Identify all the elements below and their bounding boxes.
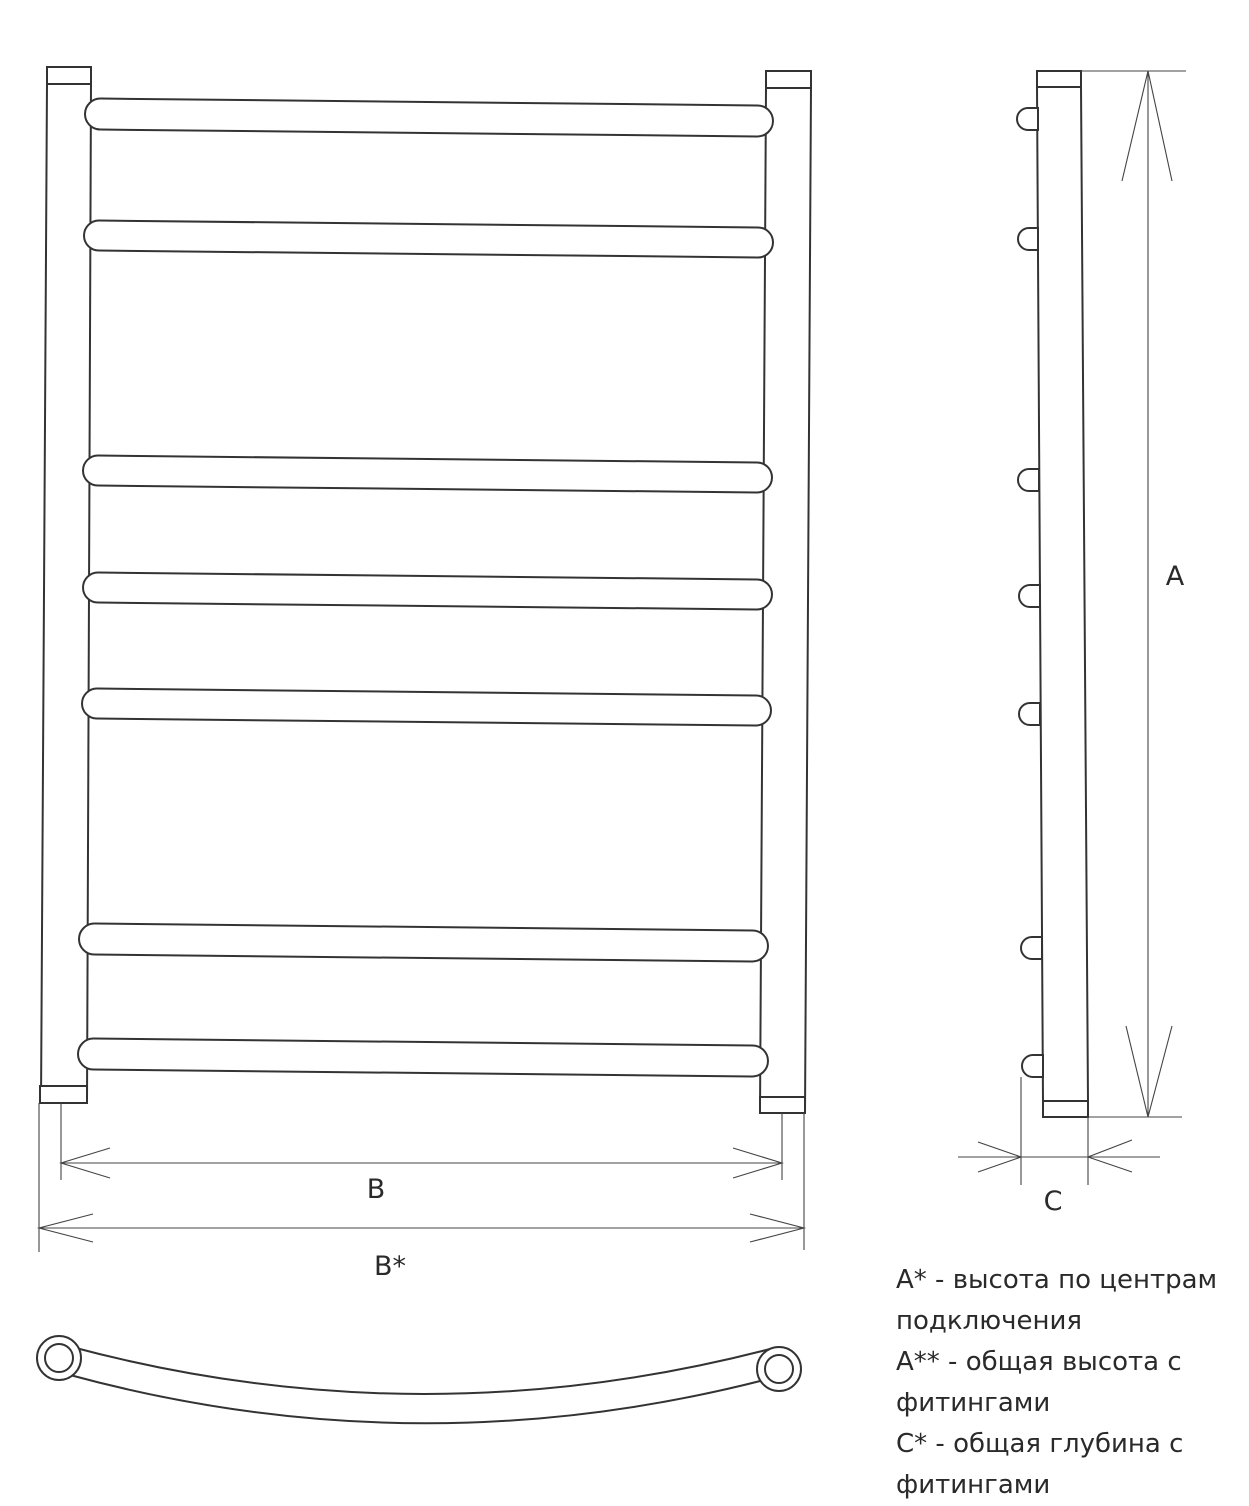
side-post-top-fitting (1037, 71, 1081, 87)
rung-3 (83, 455, 772, 492)
legend (896, 1260, 1241, 1506)
right-post-top-fitting (766, 71, 811, 88)
legend-item-c-star: С* - общая глубина с фитингами (896, 1429, 1184, 1500)
rung-7 (78, 1038, 768, 1076)
side-rung-stub-5 (1019, 703, 1040, 725)
rung-5 (82, 688, 771, 725)
label-a: A (1165, 561, 1185, 592)
rung-6 (79, 923, 768, 961)
top-view (37, 1336, 801, 1423)
rung-4 (83, 572, 772, 609)
side-post-bottom-fitting (1043, 1101, 1088, 1117)
side-rung-stub-6 (1021, 937, 1042, 959)
rung-2 (84, 220, 773, 257)
side-rung-stub-4 (1019, 585, 1040, 607)
legend-item-a-double-star: А** - общая высота с фитингами (896, 1347, 1182, 1418)
side-view (1017, 71, 1088, 1117)
side-post (1037, 87, 1088, 1102)
rung-1 (85, 98, 773, 136)
top-view-arc (70, 1347, 772, 1423)
dimension-b-star (39, 1103, 804, 1282)
left-post-bottom-fitting (40, 1086, 87, 1103)
label-c: C (1043, 1186, 1063, 1217)
label-b-star: B* (373, 1251, 407, 1282)
side-rung-stub-2 (1018, 228, 1038, 250)
label-b: B (366, 1174, 386, 1205)
side-rung-stub-7 (1022, 1055, 1043, 1077)
legend-item-a-star: А* - высота по центрам подключения (896, 1265, 1218, 1336)
right-post-bottom-fitting (760, 1097, 805, 1113)
left-post-top-fitting (47, 67, 91, 84)
dimension-a (1081, 71, 1186, 1117)
side-rung-stub-1 (1017, 108, 1038, 130)
front-view (40, 67, 811, 1113)
dimension-b (61, 1103, 782, 1205)
side-rung-stub-3 (1018, 469, 1039, 491)
